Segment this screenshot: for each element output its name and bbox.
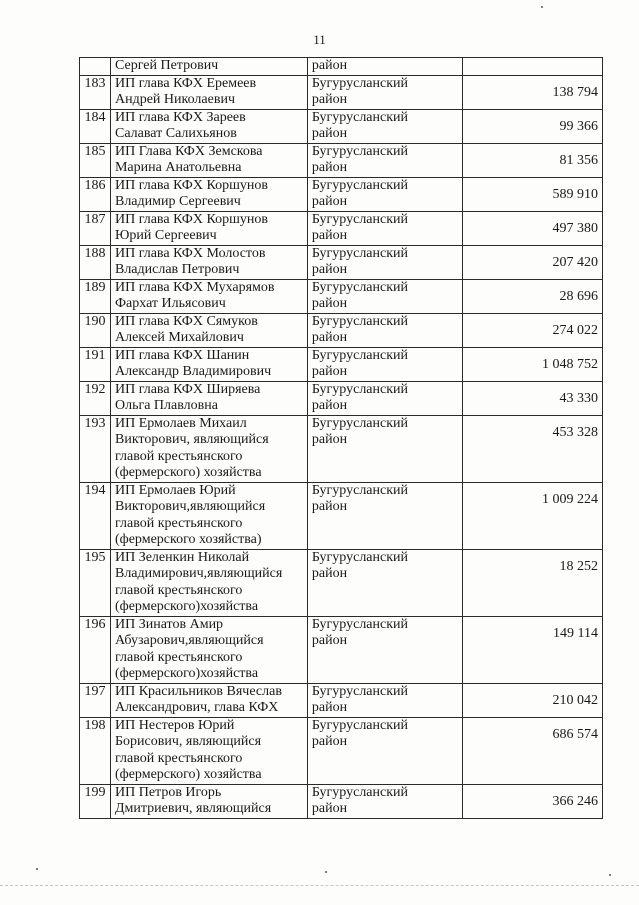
entrepreneur-name-line: (фермерского)хозяйства [114,599,259,614]
district-line: Бугурусланский [311,177,409,193]
amount-cell [462,245,602,279]
entrepreneur-name-cell [110,75,307,109]
amount-value: 1 009 224 [542,491,598,507]
entrepreneur-name-line: главой крестьянского [114,750,243,766]
amount-cell [462,347,602,381]
row-number: 199 [80,784,111,818]
amount-value: 274 022 [552,322,598,338]
table-row [80,549,603,616]
table-row [80,347,603,381]
table-row [80,415,603,482]
row-number: 188 [80,245,111,279]
district-line: Бугурусланский [311,415,409,431]
district-line: район [311,734,348,749]
district-cell [307,313,462,347]
district-line: район [311,58,348,73]
table-row [80,683,603,717]
entrepreneur-name-cell [110,279,307,313]
table-row [80,211,603,245]
amount-cell [462,177,602,211]
district-line: Бугурусланский [311,549,409,565]
entrepreneur-name-line: Александр Владимирович [114,364,272,379]
district-line: район [311,499,348,514]
row-number: 193 [80,415,111,482]
district-line: Бугурусланский [311,245,409,261]
district-cell [307,245,462,279]
table-row [80,143,603,177]
entrepreneur-name-line: ИП глава КФХ Шанин [114,347,250,363]
district-cell [307,381,462,415]
entrepreneur-name-cell [110,313,307,347]
entrepreneur-name-cell [110,211,307,245]
district-line: Бугурусланский [311,683,409,699]
district-line: район [311,364,348,379]
entrepreneur-name-line: главой крестьянского [114,448,243,464]
entrepreneur-name-line: Викторович,являющийся [114,499,266,514]
entrepreneur-name-line: Ольга Плавловна [114,398,218,413]
district-cell [307,143,462,177]
district-cell [307,211,462,245]
district-line: Бугурусланский [311,313,409,329]
district-line: Бугурусланский [311,211,409,227]
entrepreneur-name-line: ИП Зинатов Амир [114,616,224,632]
amount-value: 366 246 [552,793,598,809]
district-cell [307,279,462,313]
entrepreneur-name-cell [110,177,307,211]
district-cell [307,177,462,211]
entrepreneur-name-line: Юрий Сергеевич [114,228,217,243]
page-edge-line [0,885,639,886]
district-line: район [311,126,348,141]
entrepreneur-name-line: ИП Красильников Вячеслав [114,683,282,699]
entrepreneur-name-line: (фермерского) хозяйства [114,465,262,480]
entrepreneur-name-cell [110,616,307,683]
entrepreneur-name-cell [110,549,307,616]
entrepreneur-name-line: ИП Нестеров Юрий [114,717,235,733]
entrepreneur-name-line: ИП глава КФХ Сямуков [114,313,258,329]
entrepreneur-name-line: Александрович, глава КФХ [114,700,279,715]
entrepreneur-name-cell [110,482,307,549]
district-cell [307,109,462,143]
row-number: 185 [80,143,111,177]
entrepreneur-name-line: Дмитриевич, являющийся [114,801,272,816]
amount-cell [462,616,602,683]
district-cell [307,784,462,818]
registry-table [79,57,603,819]
table-row [80,58,603,76]
district-line: Бугурусланский [311,143,409,159]
amount-cell [462,381,602,415]
row-number: 194 [80,482,111,549]
entrepreneur-name-cell [110,381,307,415]
amount-cell [462,279,602,313]
row-number: 192 [80,381,111,415]
entrepreneur-name-line: Андрей Николаевич [114,92,235,107]
entrepreneur-name-line: Абузарович,являющийся [114,633,264,648]
row-number: 191 [80,347,111,381]
district-line: Бугурусланский [311,784,409,800]
amount-cell [462,482,602,549]
district-line: Бугурусланский [311,616,409,632]
entrepreneur-name-cell [110,717,307,784]
amount-value: 149 114 [553,625,598,641]
scan-speck [541,6,543,8]
entrepreneur-name-cell [110,58,307,76]
entrepreneur-name-line: ИП глава КФХ Зареев [114,109,246,125]
table-row [80,313,603,347]
table-row [80,177,603,211]
district-line: Бугурусланский [311,279,409,295]
district-line: Бугурусланский [311,381,409,397]
entrepreneur-name-line: главой крестьянского [114,515,243,531]
entrepreneur-name-line: (фермерского)хозяйства [114,666,259,681]
district-line: район [311,92,348,107]
district-line: район [311,633,348,648]
table-row [80,482,603,549]
entrepreneur-name-line: ИП глава КФХ Еремеев [114,75,257,91]
amount-value: 43 330 [559,390,598,406]
district-cell [307,683,462,717]
entrepreneur-name-cell [110,143,307,177]
entrepreneur-name-line: Сергей Петрович [114,58,219,73]
entrepreneur-name-line: Марина Анатольевна [114,160,242,175]
amount-value: 81 356 [559,152,598,168]
table-row [80,109,603,143]
table-row [80,279,603,313]
table-row [80,616,603,683]
district-line: Бугурусланский [311,75,409,91]
amount-value: 18 252 [559,558,598,574]
district-cell [307,347,462,381]
entrepreneur-name-line: Владислав Петрович [114,262,240,277]
row-number: 195 [80,549,111,616]
district-cell [307,75,462,109]
entrepreneur-name-line: (фермерского) хозяйства [114,767,262,782]
entrepreneur-name-line: главой крестьянского [114,582,243,598]
district-line: район [311,296,348,311]
entrepreneur-name-cell [110,683,307,717]
amount-cell [462,143,602,177]
district-line: Бугурусланский [311,109,409,125]
page-number: 11 [313,32,326,47]
table-row [80,75,603,109]
amount-value: 589 910 [552,186,598,202]
entrepreneur-name-line: ИП глава КФХ Коршунов [114,177,268,193]
district-line: район [311,228,348,243]
row-number: 190 [80,313,111,347]
scan-speck [36,868,38,870]
amount-value: 28 696 [559,288,598,304]
entrepreneur-name-line: ИП Ермолаев Юрий [114,482,236,498]
amount-value: 210 042 [552,692,598,708]
row-number: 198 [80,717,111,784]
entrepreneur-name-line: Борисович, являющийся [114,734,262,749]
row-number: 197 [80,683,111,717]
amount-cell [462,211,602,245]
amount-value: 497 380 [552,220,598,236]
table-row [80,381,603,415]
amount-cell [462,58,602,76]
entrepreneur-name-line: ИП Ермолаев Михаил [114,415,247,431]
entrepreneur-name-line: главой крестьянского [114,649,243,665]
row-number: 183 [80,75,111,109]
amount-cell [462,683,602,717]
entrepreneur-name-cell [110,245,307,279]
district-line: район [311,432,348,447]
entrepreneur-name-cell [110,784,307,818]
table-row [80,717,603,784]
district-cell [307,717,462,784]
row-number [80,58,111,76]
entrepreneur-name-line: ИП глава КФХ Мухарямов [114,279,275,295]
entrepreneur-name-line: Владимир Сергеевич [114,194,241,209]
amount-cell [462,549,602,616]
entrepreneur-name-line: ИП глава КФХ Ширяева [114,381,261,397]
entrepreneur-name-line: ИП глава КФХ Молостов [114,245,266,261]
amount-value: 99 366 [559,118,598,134]
district-line: район [311,398,348,413]
amount-value: 207 420 [552,254,598,270]
table-row [80,245,603,279]
district-cell [307,58,462,76]
amount-value: 453 328 [552,424,598,440]
district-cell [307,549,462,616]
district-cell [307,616,462,683]
table-row [80,784,603,818]
entrepreneur-name-line: ИП глава КФХ Коршунов [114,211,268,227]
district-cell [307,482,462,549]
district-line: район [311,194,348,209]
entrepreneur-name-line: Владимирович,являющийся [114,566,283,581]
amount-value: 1 048 752 [542,356,598,372]
amount-cell [462,75,602,109]
entrepreneur-name-cell [110,109,307,143]
district-line: Бугурусланский [311,482,409,498]
district-line: район [311,700,348,715]
amount-cell [462,415,602,482]
amount-cell [462,784,602,818]
district-line: район [311,566,348,581]
amount-cell [462,109,602,143]
district-line: район [311,801,348,816]
district-line: район [311,262,348,277]
entrepreneur-name-line: Салават Салихьянов [114,126,237,141]
scan-speck [609,874,611,876]
entrepreneur-name-line: ИП Глава КФХ Земскова [114,143,263,159]
row-number: 187 [80,211,111,245]
entrepreneur-name-line: Алексей Михайлович [114,330,244,345]
amount-value: 686 574 [552,726,598,742]
row-number: 196 [80,616,111,683]
entrepreneur-name-cell [110,347,307,381]
entrepreneur-name-line: (фермерского хозяйства) [114,532,262,547]
amount-value: 138 794 [552,84,598,100]
entrepreneur-name-cell [110,415,307,482]
scan-speck [325,871,327,873]
district-line: район [311,160,348,175]
row-number: 186 [80,177,111,211]
district-line: район [311,330,348,345]
district-line: Бугурусланский [311,347,409,363]
amount-cell [462,313,602,347]
row-number: 184 [80,109,111,143]
amount-cell [462,717,602,784]
entrepreneur-name-line: Викторович, являющийся [114,432,269,447]
entrepreneur-name-line: ИП Зеленкин Николай [114,549,250,565]
entrepreneur-name-line: Фархат Ильясович [114,296,226,311]
registry-table-body [80,58,603,819]
district-line: Бугурусланский [311,717,409,733]
row-number: 189 [80,279,111,313]
entrepreneur-name-line: ИП Петров Игорь [114,784,222,800]
district-cell [307,415,462,482]
